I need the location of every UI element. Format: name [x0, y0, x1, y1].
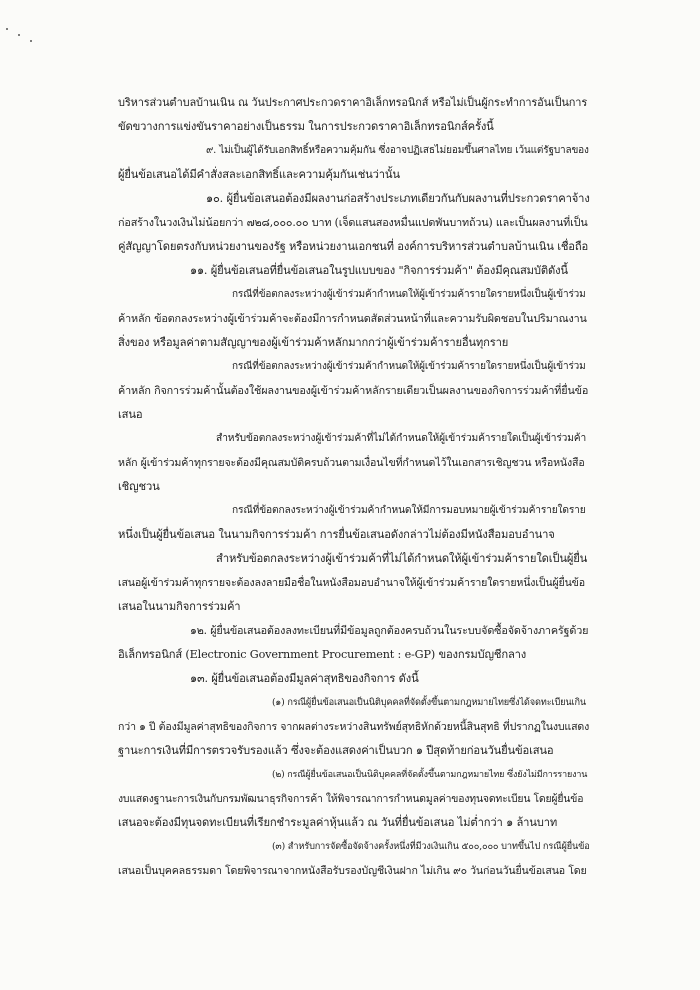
text-line: เสนอจะต้องมีทุนจดทะเบียนที่เรียกชำระมูลค่าหุ้นแล้ว ณ วันที่ยื่นข้อเสนอ ไม่ต่ำกว่า ๑ ล้านบาท — [118, 816, 558, 829]
text-line: เสนอผู้เข้าร่วมค้าทุกรายจะต้องลงลายมือชื่อในหนังสือมอบอำนาจให้ผู้เข้าร่วมค้ารายใดรายหนึ่งเป็นผู้ยื่นข้อ — [118, 577, 585, 589]
text-line: (๑) กรณีผู้ยื่นข้อเสนอเป็นนิติบุคคลที่จัดตั้งขึ้นตามกฎหมายไทยซึ่งได้จดทะเบียนเกิน — [272, 697, 587, 708]
text-line: ๑๐. ผู้ยื่นข้อเสนอต้องมีผลงานก่อสร้างประเภทเดียวกันกับผลงานที่ประกวดราคาจ้าง — [206, 192, 590, 205]
text-line: หลัก ผู้เข้าร่วมค้าทุกรายจะต้องมีคุณสมบัติครบถ้วนตามเงื่อนไขที่กำหนดไว้ในเอกสารเชิญชวน หรือหนังสือ — [118, 457, 585, 469]
text-line: งบแสดงฐานะการเงินกับกรมพัฒนาธุรกิจการค้า ให้พิจารณาการกำหนดมูลค่าของทุนจดทะเบียน โดยผู้ยื่นข้อ — [118, 793, 584, 805]
text-line: (๒) กรณีผู้ยื่นข้อเสนอเป็นนิติบุคคลที่จัดตั้งขึ้นตามกฎหมายไทย ซึ่งยังไม่มีการรายงาน — [272, 770, 588, 780]
text-line: กรณีที่ข้อตกลงระหว่างผู้เข้าร่วมค้ากำหนดให้ผู้เข้าร่วมค้ารายใดรายหนึ่งเป็นผู้เข้าร่วม — [232, 289, 586, 300]
text-line: เสนอเป็นบุคคลธรรมดา โดยพิจารณาจากหนังสือรับรองบัญชีเงินฝาก ไม่เกิน ๙๐ วันก่อนวันยื่นข้อเสนอ โดย — [118, 865, 587, 877]
text-line: ขัดขวางการแข่งขันราคาอย่างเป็นธรรม ในการประกวดราคาอิเล็กทรอนิกส์ครั้งนี้ — [118, 120, 494, 133]
text-line: กว่า ๑ ปี ต้องมีมูลค่าสุทธิของกิจการ จากผลต่างระหว่างสินทรัพย์สุทธิหักด้วยหนี้สินสุทธิ ที่ปรากฏในงบแสดง — [118, 721, 590, 733]
text-line: ฐานะการเงินที่มีการตรวจรับรองแล้ว ซึ่งจะต้องแสดงค่าเป็นบวก ๑ ปีสุดท้ายก่อนวันยื่นข้อเสนอ — [118, 744, 554, 757]
text-line: เชิญชวน — [118, 480, 160, 493]
text-line: ๑๒. ผู้ยื่นข้อเสนอต้องลงทะเบียนที่มีข้อมูลถูกต้องครบถ้วนในระบบจัดซื้อจัดจ้างภาครัฐด้วย — [190, 624, 589, 637]
text-line: บริหารส่วนตำบลบ้านเนิน ณ วันประกาศประกวดราคาอิเล็กทรอนิกส์ หรือไม่เป็นผู้กระทำการอันเป็นการ — [118, 96, 588, 109]
text-line: กรณีที่ข้อตกลงระหว่างผู้เข้าร่วมค้ากำหนดให้มีการมอบหมายผู้เข้าร่วมค้ารายใดราย — [232, 505, 586, 516]
text-line: สำหรับข้อตกลงระหว่างผู้เข้าร่วมค้าที่ไม่ได้กำหนดให้ผู้เข้าร่วมค้ารายใดเป็นผู้ยื่น — [216, 552, 588, 565]
text-line: (๓) สำหรับการจัดซื้อจัดจ้างครั้งหนึ่งที่มีวงเงินเกิน ๕๐๐,๐๐๐ บาทขึ้นไป กรณีผู้ยื่นข้อ — [272, 841, 590, 852]
text-line: ๙. ไม่เป็นผู้ได้รับเอกสิทธิ์หรือความคุ้มกัน ซึ่งอาจปฏิเสธไม่ยอมขึ้นศาลไทย เว้นแต่รัฐบาลของ — [206, 145, 589, 156]
text-line: ผู้ยื่นข้อเสนอได้มีคำสั่งสละเอกสิทธิ์และความคุ้มกันเช่นว่านั้น — [118, 168, 400, 181]
scan-speck — [18, 34, 20, 36]
scan-speck — [6, 28, 8, 30]
text-line: กรณีที่ข้อตกลงระหว่างผู้เข้าร่วมค้ากำหนดให้ผู้เข้าร่วมค้ารายใดรายหนึ่งเป็นผู้เข้าร่วม — [232, 361, 586, 372]
text-line: ๑๓. ผู้ยื่นข้อเสนอต้องมีมูลค่าสุทธิของกิจการ ดังนี้ — [190, 672, 419, 685]
text-line: ก่อสร้างในวงเงินไม่น้อยกว่า ๗๒๘,๐๐๐.๐๐ บาท (เจ็ดแสนสองหมื่นแปดพันบาทถ้วน) และเป็นผลงานที่เป็น — [118, 216, 588, 229]
scan-speck — [30, 40, 32, 42]
text-line: อิเล็กทรอนิกส์ (Electronic Government Procurement : e-GP) ของกรมบัญชีกลาง — [118, 648, 527, 661]
text-line: ค้าหลัก กิจการร่วมค้านั้นต้องใช้ผลงานของผู้เข้าร่วมค้าหลักรายเดียวเป็นผลงานของกิจการร่วมค้าที่ยื่นข้อ — [118, 384, 589, 397]
text-line: ๑๑. ผู้ยื่นข้อเสนอที่ยื่นข้อเสนอในรูปแบบของ "กิจการร่วมค้า" ต้องมีคุณสมบัติดังนี้ — [190, 264, 568, 277]
text-line: สิ่งของ หรือมูลค่าตามสัญญาของผู้เข้าร่วมค้าหลักมากกว่าผู้เข้าร่วมค้ารายอื่นทุกราย — [118, 336, 509, 349]
text-line: เสนอ — [118, 408, 143, 421]
text-line: หนึ่งเป็นผู้ยื่นข้อเสนอ ในนามกิจการร่วมค้า การยื่นข้อเสนอดังกล่าวไม่ต้องมีหนังสือมอบอำนาจ — [118, 528, 555, 541]
text-line: ค้าหลัก ข้อตกลงระหว่างผู้เข้าร่วมค้าจะต้องมีการกำหนดสัดส่วนหน้าที่และความรับผิดชอบในปริมาณงาน — [118, 312, 587, 325]
text-line: คู่สัญญาโดยตรงกับหน่วยงานของรัฐ หรือหน่วยงานเอกชนที่ องค์การบริหารส่วนตำบลบ้านเนิน เชื่อถือ — [118, 240, 589, 253]
text-line: สำหรับข้อตกลงระหว่างผู้เข้าร่วมค้าที่ไม่ได้กำหนดให้ผู้เข้าร่วมค้ารายใดเป็นผู้เข้าร่วมค้า — [216, 433, 587, 444]
text-line: เสนอในนามกิจการร่วมค้า — [118, 600, 241, 613]
